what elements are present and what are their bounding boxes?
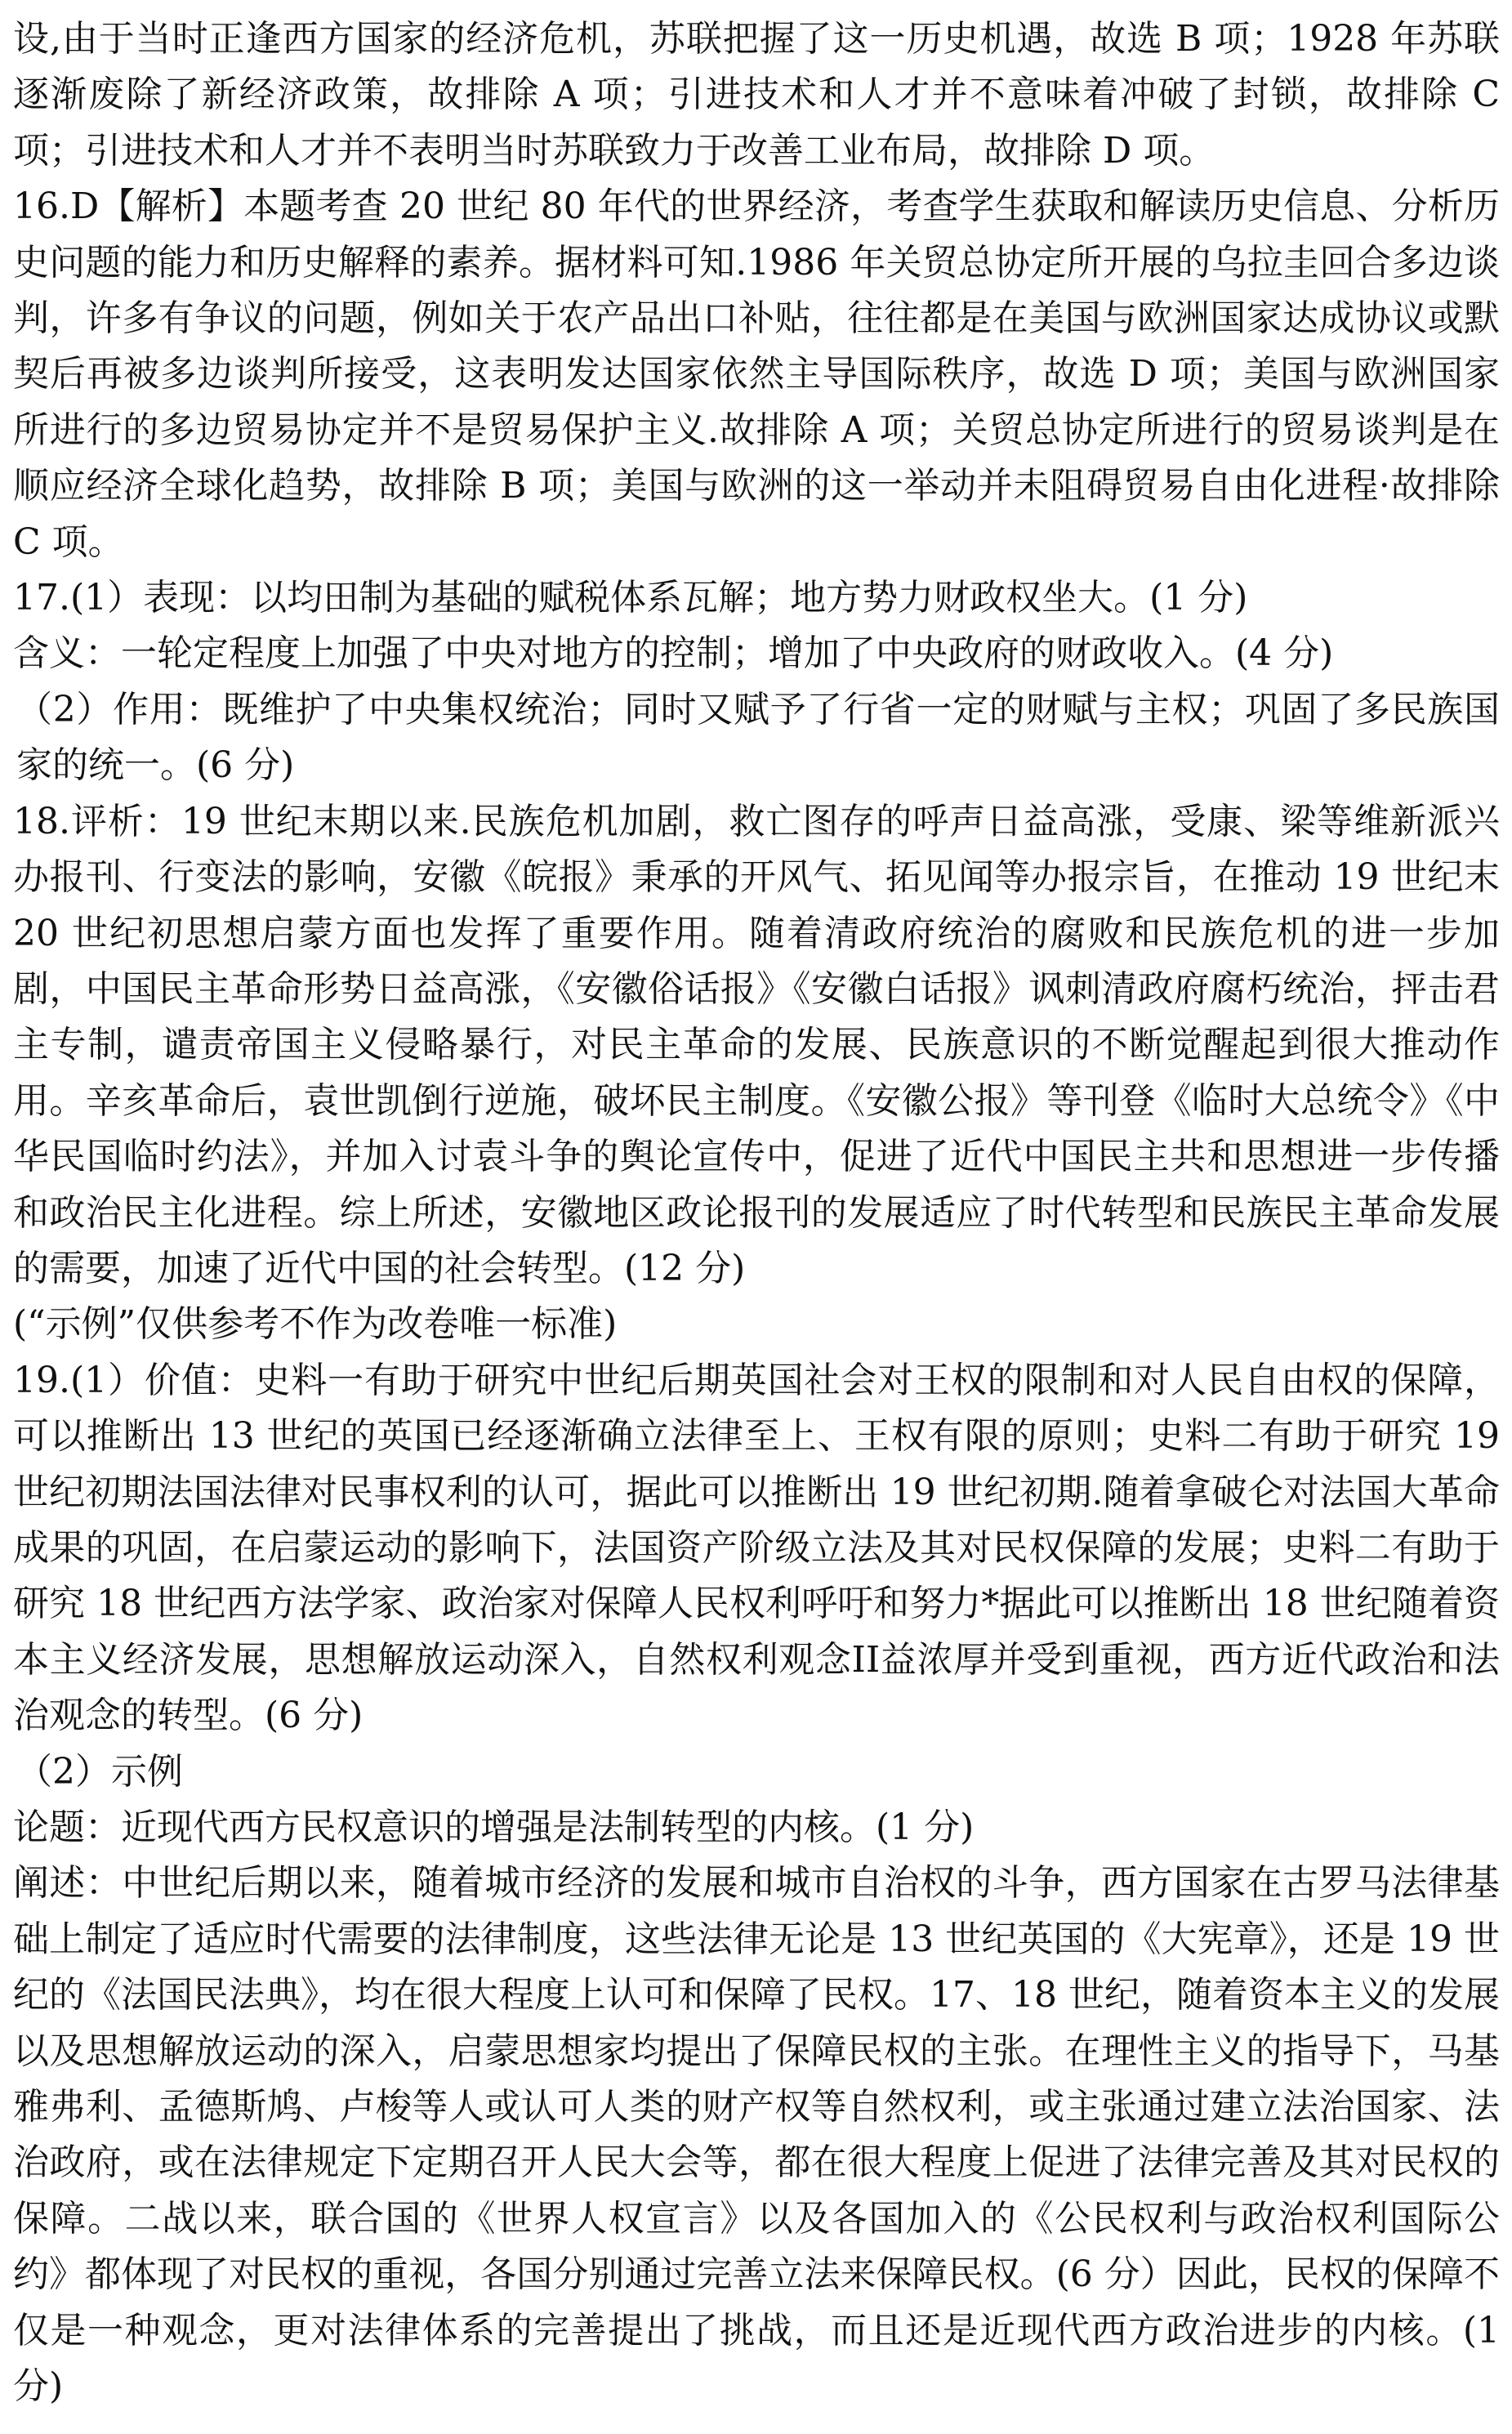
paragraph-15-continuation: 设,由于当时正逢西方国家的经济危机，苏联把握了这一历史机遇，故选 B 项；1928 年苏联逐渐废除了新经济政策，故排除 A 项；引进技术和人才并不意味着冲破了封锁，故排除 C 项；引进技术和人才并不表明当时苏联致力于改善工业布局，故排除 D 项。: [13, 18, 1500, 172]
paragraph-example-note: (“示例”仅供参考不作为改卷唯一标准): [13, 1303, 618, 1346]
paragraph-17-part1-meaning: 含义：一轮定程度上加强了中央对地方的控制；增加了中央政府的财政收入。(4 分): [13, 632, 1334, 675]
paragraph-19-elaboration: 阐述：中世纪后期以来，随着城市经济的发展和城市自治权的斗争，西方国家在古罗马法律基础上制定了适应时代需要的法律制度，这些法律无论是 13 世纪英国的《大宪章》，还是 19 世纪的《法国民法典》，均在很大程度上认可和保障了民权。17、18 世纪，随着资本主义的发展以及思想解放运动的深入，启蒙思想家均提出了保障民权的主张。在理性主义的指导下，马基雅弗利、孟德斯鸠、卢梭等人或认可人类的财产权等自然权利，或主张通过建立法治国家、法治政府，或在法律规定下定期召开人民大会等，都在很大程度上促进了法律完善及其对民权的保障。二战以来，联合国的《世界人权宣言》以及各国加入的《公民权利与政治权利国际公约》都体现了对民权的重视，各国分别通过完善立法来保障民权。(6 分）因此，民权的保障不仅是一种观念，更对法律体系的完善提出了挑战，而且还是近现代西方政治进步的内核。(1 分): [13, 1862, 1500, 2408]
paragraph-19-part1-value: 19.(1）价值：史料一有助于研究中世纪后期英国社会对王权的限制和对人民自由权的保障，可以推断出 13 世纪的英国已经逐渐确立法律至上、王权有限的原则；史料二有助于研究 19 世纪初期法国法律对民事权利的认可，据此可以推断出 19 世纪初期.随着拿破仑对法国大革命成果的巩固，在启蒙运动的影响下，法国资产阶级立法及其对民权保障的发展；史料二有助于研究 18 世纪西方法学家、政治家对保障人民权利呼吁和努力*据此可以推断出 18 世纪随着资本主义经济发展，思想解放运动深入，自然权利观念II益浓厚并受到重视，西方近代政治和法治观念的转型。(6 分): [13, 1359, 1500, 1737]
paragraph-19-thesis: 论题：近现代西方民权意识的增强是法制转型的内核。(1 分): [13, 1807, 975, 1848]
paragraph-17-part2-effect: （2）作用：既维护了中央集权统治；同时又赋予了行省一定的财赋与主权；巩固了多民族国家的统一。(6 分): [16, 688, 1500, 787]
paragraph-16-answer: 16.D【解析】本题考查 20 世纪 80 年代的世界经济，考查学生获取和解读历史信息、分析历史问题的能力和历史解释的素养。据材料可知.1986 年关贸总协定所开展的乌拉圭回合多边谈判，许多有争议的问题，例如关于农产品出口补贴，往往都是在美国与欧洲国家达成协议或默契后再被多边谈判所接受，这表明发达国家依然主导国际秩序，故选 D 项；美国与欧洲国家所进行的多边贸易协定并不是贸易保护主义.故排除 A 项；关贸总协定所进行的贸易谈判是在顺应经济全球化趋势，故排除 B 项；美国与欧洲的这一举动并未阻碍贸易自由化进程·故排除 C 项。: [13, 185, 1500, 563]
paragraph-17-part1-performance: 17.(1）表现：以均田制为基础的赋税体系瓦解；地方势力财政权坐大。(1 分): [13, 577, 1248, 619]
answer-document: [13, 11, 1500, 2414]
paragraph-19-part2-heading: （2）示例: [16, 1750, 183, 1793]
paragraph-18-commentary: 18.评析：19 世纪末期以来.民族危机加剧，救亡图存的呼声日益高涨，受康、梁等维新派兴办报刊、行变法的影响，安徽《皖报》秉承的开风气、拓见闻等办报宗旨，在推动 19 世纪末 20 世纪初思想启蒙方面也发挥了重要作用。随着清政府统治的腐败和民族危机的进一步加剧，中国民主革命形势日益高涨，《安徽俗话报》《安徽白话报》讽刺清政府腐朽统治，抨击君主专制，谴责帝国主义侵略暴行，对民主革命的发展、民族意识的不断觉醒起到很大推动作用。辛亥革命后，袁世凯倒行逆施，破坏民主制度。《安徽公报》等刊登《临时大总统令》《中华民国临时约法》，并加入讨袁斗争的舆论宣传中，促进了近代中国民主共和思想进一步传播和政治民主化进程。综上所述，安徽地区政论报刊的发展适应了时代转型和民族民主革命发展的需要，加速了近代中国的社会转型。(12 分): [13, 800, 1500, 1289]
